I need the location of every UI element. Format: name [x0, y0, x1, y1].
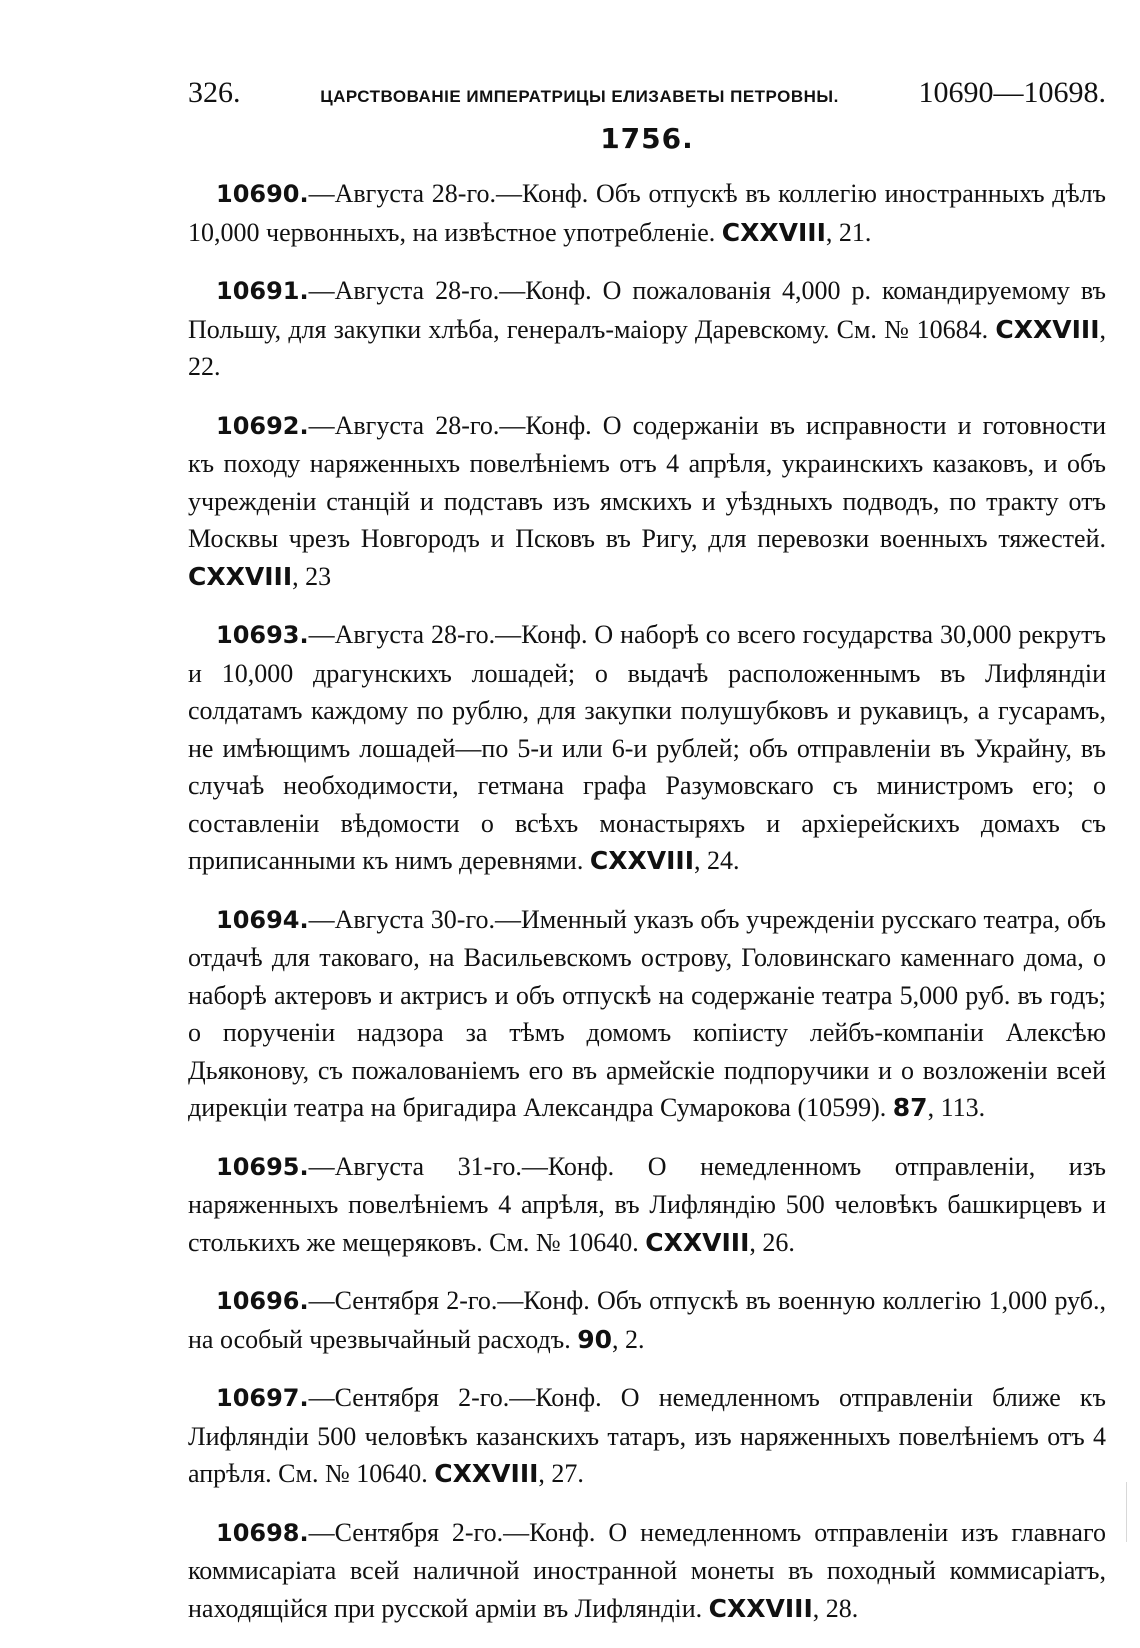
- entry-text: —Сентября 2-го.—Конф. Объ отпускѣ въ военную коллегію 1,000 руб., на особый чрезвычайный расходъ.: [188, 1286, 1106, 1354]
- running-title: ЦАРСТВОВАНІЕ ИМПЕРАТРИЦЫ ЕЛИЗАВЕТЫ ПЕТРОВНЫ.: [320, 87, 839, 106]
- source-page: , 28.: [812, 1593, 859, 1623]
- entry-10698: [188, 1514, 1106, 1628]
- source-reference: CXXVIII: [995, 314, 1100, 344]
- entry-10694: [188, 901, 1106, 1127]
- source-page: , 22.: [188, 314, 1106, 381]
- entry-number: 10697.: [216, 1384, 309, 1412]
- running-head: [188, 76, 1106, 116]
- source-reference: CXXVIII: [589, 846, 695, 875]
- page-number: 326.: [188, 76, 241, 109]
- year-heading: 1756.: [600, 122, 694, 155]
- source-reference: CXXVIII: [721, 217, 826, 247]
- source-reference: 90: [577, 1324, 612, 1354]
- entry-text: —Августа 28-го.—Конф. О содержаніи въ исправности и готовности къ походу наряженныхъ повелѣніемъ отъ 4 апрѣля, украинскихъ казаковъ, и объ учрежденіи станцій и подставъ изъ ямскихъ и уѣздныхъ подводъ, по тракту отъ Москвы чрезъ Новгородъ и Псковъ въ Ригу, для перевозки военныхъ тяжестей.: [188, 410, 1106, 553]
- entry-10691: [188, 272, 1106, 386]
- source-page: , 23: [292, 561, 332, 591]
- entry-number: 10694.: [216, 905, 309, 934]
- source-page: , 21.: [825, 217, 872, 247]
- entry-10690: [188, 175, 1106, 251]
- source-page: , 113.: [927, 1093, 986, 1122]
- page-edge-mark: [1126, 1482, 1127, 1542]
- entry-number: 10690.: [216, 180, 309, 208]
- source-reference: CXXVIII: [188, 561, 293, 591]
- entry-number: 10698.: [216, 1518, 309, 1547]
- entry-text: —Августа 30-го.—Именный указъ объ учрежденіи русскаго театра, объ отдачѣ для таковаго, на Васильевскомъ острову, Головинскаго каменнаго дома, о наборѣ актеровъ и актрисъ и объ отпускѣ на содержаніе театра 5,000 руб. въ годъ; о порученіи надзора за тѣмъ домомъ копіисту лейбъ-компаніи Алексѣю Дьяконову, съ пожалованіемъ его въ армейскіе подпоручики и о возложеніи всей дирекціи театра на бригадира Александра Сумарокова (10599).: [188, 904, 1106, 1122]
- source-reference: 87: [892, 1093, 928, 1122]
- source-page: , 24.: [694, 846, 740, 875]
- entry-number: 10695.: [216, 1152, 309, 1181]
- entry-text: —Сентября 2-го.—Конф. О немедленномъ отправленіи изъ главнаго коммисаріата всей наличной иностранной монеты въ походный коммисаріатъ, находящійся при русской арміи въ Лифляндіи.: [188, 1517, 1106, 1623]
- entry-text: —Августа 28-го.—Конф. Объ отпускѣ въ коллегію иностранныхъ дѣлъ 10,000 червонныхъ, на извѣстное употребленіе.: [188, 179, 1106, 247]
- entry-10692: [188, 407, 1106, 596]
- entry-text: —Сентября 2-го.—Конф. О немедленномъ отправленіи ближе къ Лифляндіи 500 человѣкъ казанскихъ татаръ, изъ наряженныхъ повелѣніемъ отъ 4 апрѣля. См. № 10640.: [188, 1383, 1106, 1488]
- entry-10696: [188, 1282, 1106, 1358]
- entry-10693: [188, 616, 1106, 880]
- source-reference: CXXVIII: [645, 1227, 750, 1257]
- entry-range: 10690—10698.: [918, 76, 1106, 109]
- entry-10695: [188, 1148, 1106, 1262]
- entry-text: —Августа 28-го.—Конф. О пожалованія 4,000 р. командируемому въ Польшу, для закупки хлѣба, генералъ-маіору Даревскому. См. № 10684.: [188, 276, 1106, 344]
- source-reference: CXXVIII: [434, 1459, 539, 1488]
- entry-text: —Августа 31-го.—Конф. О немедленномъ отправленіи, изъ наряженныхъ повелѣніемъ 4 апрѣля, въ Лифляндію 500 человѣкъ башкирцевъ и столькихъ же мещеряковъ. См. № 10640.: [188, 1151, 1106, 1257]
- source-reference: CXXVIII: [708, 1593, 813, 1623]
- source-page: , 2.: [612, 1324, 645, 1354]
- entry-number: 10691.: [216, 277, 309, 305]
- entry-10697: [188, 1379, 1106, 1493]
- entry-number: 10696.: [216, 1287, 309, 1315]
- source-page: , 26.: [749, 1227, 795, 1257]
- page-content: [188, 76, 1106, 1648]
- entry-number: 10693.: [216, 621, 309, 649]
- entry-number: 10692.: [216, 411, 309, 440]
- entry-text: —Августа 28-го.—Конф. О наборѣ со всего государства 30,000 рекрутъ и 10,000 драгунскихъ лошадей; о выдачѣ расположеннымъ въ Лифляндіи солдатамъ каждому по рублю, для закупки полушубковъ и рукавицъ, а гусарамъ, не имѣющимъ лошадей—по 5-и или 6-и рублей; объ отправленіи въ Украйну, въ случаѣ необходимости, гетмана графа Разумовскаго съ министромъ его; о составленіи вѣдомости о всѣхъ монастыряхъ и архіерейскихъ домахъ съ приписанными къ нимъ деревнями.: [188, 620, 1106, 875]
- source-page: , 27.: [538, 1459, 584, 1488]
